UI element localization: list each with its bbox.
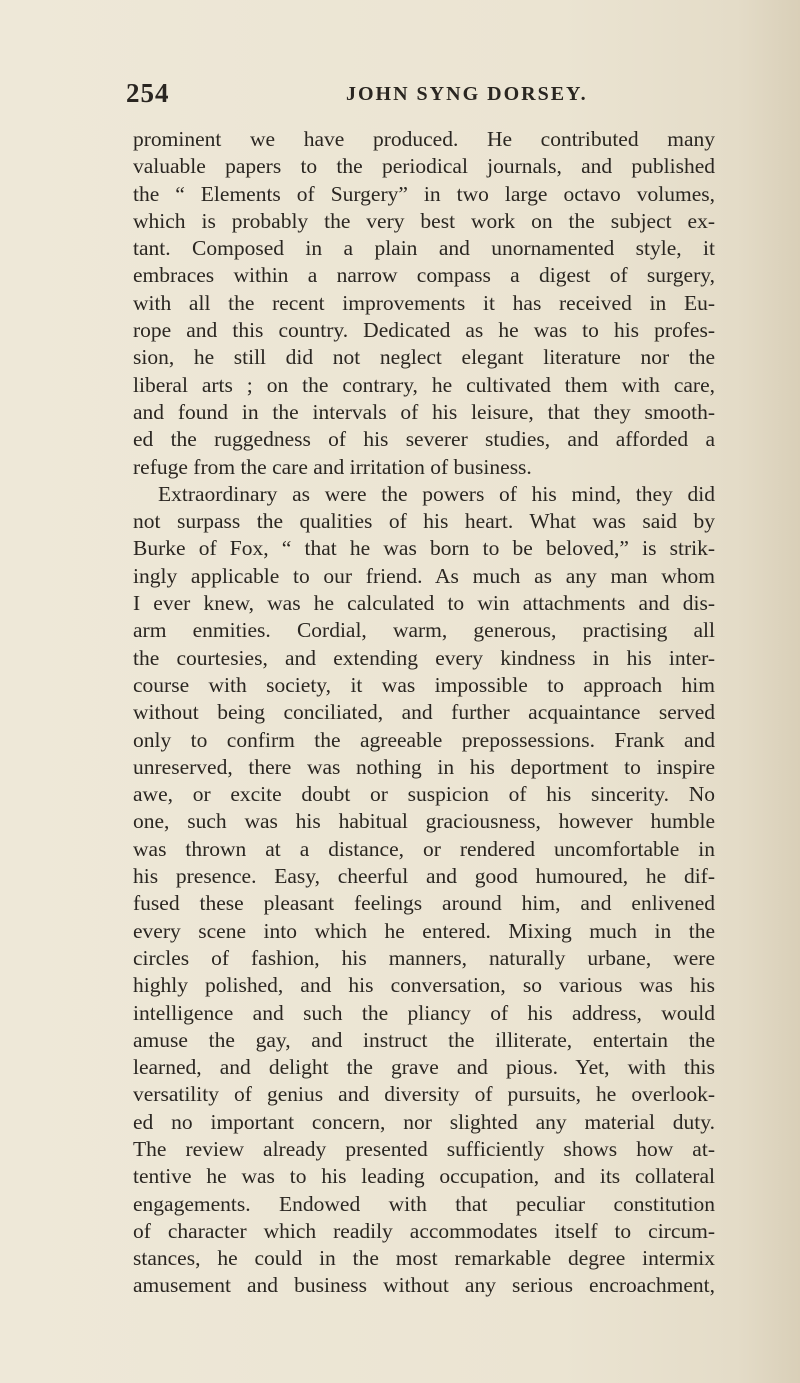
text-line: I ever knew, was he calculated to win attachments and dis- — [133, 591, 715, 616]
text-line: only to confirm the agreeable prepossessions. Frank and — [133, 727, 715, 752]
text-line: every scene into which he entered. Mixing much in the — [133, 918, 715, 943]
text-line: fused these pleasant feelings around him, and enlivened — [133, 891, 715, 916]
text-line: sion, he still did not neglect elegant literature nor the — [133, 345, 715, 370]
text-line: highly polished, and his conversation, so various was his — [133, 973, 715, 998]
text-line: without being conciliated, and further acquaintance served — [133, 700, 715, 725]
text-line: his presence. Easy, cheerful and good humoured, he dif- — [133, 864, 715, 889]
text-line: ingly applicable to our friend. As much as any man whom — [133, 563, 715, 588]
text-line: valuable papers to the periodical journals, and published — [133, 154, 715, 179]
text-line: unreserved, there was nothing in his deportment to inspire — [133, 754, 715, 779]
text-line: not surpass the qualities of his heart. What was said by — [133, 509, 715, 534]
text-line: learned, and delight the grave and pious. Yet, with this — [133, 1055, 715, 1080]
text-line: which is probably the very best work on the subject ex- — [133, 208, 715, 233]
text-line: tant. Composed in a plain and unornamented style, it — [133, 236, 715, 261]
text-line: with all the recent improvements it has received in Eu- — [133, 290, 715, 315]
text-line: the courtesies, and extending every kindness in his inter- — [133, 645, 715, 670]
text-line: The review already presented sufficiently shows how at- — [133, 1136, 715, 1161]
text-line: amuse the gay, and instruct the illiterate, entertain the — [133, 1027, 715, 1052]
text-line: course with society, it was impossible to approach him — [133, 672, 715, 697]
text-line: one, such was his habitual graciousness, however humble — [133, 809, 715, 834]
text-line: tentive he was to his leading occupation, and its collateral — [133, 1164, 715, 1189]
text-line: the “ Elements of Surgery” in two large octavo volumes, — [133, 181, 715, 206]
text-line: was thrown at a distance, or rendered uncomfortable in — [133, 836, 715, 861]
text-line: and found in the intervals of his leisure, that they smooth- — [133, 399, 715, 424]
page-header — [126, 78, 706, 118]
text-line: arm enmities. Cordial, warm, generous, practising all — [133, 618, 715, 643]
text-line: ed no important concern, nor slighted any material duty. — [133, 1109, 715, 1134]
text-line: Burke of Fox, “ that he was born to be beloved,” is strik- — [133, 536, 715, 561]
text-line: rope and this country. Dedicated as he was to his profes- — [133, 318, 715, 343]
text-line: awe, or excite doubt or suspicion of his sincerity. No — [133, 782, 715, 807]
text-line: Extraordinary as were the powers of his mind, they did — [158, 481, 715, 506]
text-line: intelligence and such the pliancy of his address, would — [133, 1000, 715, 1025]
page-number: 254 — [126, 78, 170, 108]
text-line: embraces within a narrow compass a digest of surgery, — [133, 263, 715, 288]
text-line: refuge from the care and irritation of business. — [133, 454, 532, 479]
text-line: circles of fashion, his manners, naturally urbane, were — [133, 945, 715, 970]
text-line: liberal arts ; on the contrary, he cultivated them with care, — [133, 372, 715, 397]
text-line: versatility of genius and diversity of pursuits, he overlook- — [133, 1082, 715, 1107]
running-head: JOHN SYNG DORSEY. — [346, 83, 588, 105]
text-line: of character which readily accommodates itself to circum- — [133, 1218, 715, 1243]
text-line: stances, he could in the most remarkable degree intermix — [133, 1246, 715, 1271]
text-line: prominent we have produced. He contributed many — [133, 127, 715, 151]
body-text — [133, 126, 715, 1300]
text-line: ed the ruggedness of his severer studies, and afforded a — [133, 427, 715, 452]
text-line: engagements. Endowed with that peculiar constitution — [133, 1191, 715, 1216]
text-line: amusement and business without any serious encroachment, — [133, 1273, 715, 1298]
